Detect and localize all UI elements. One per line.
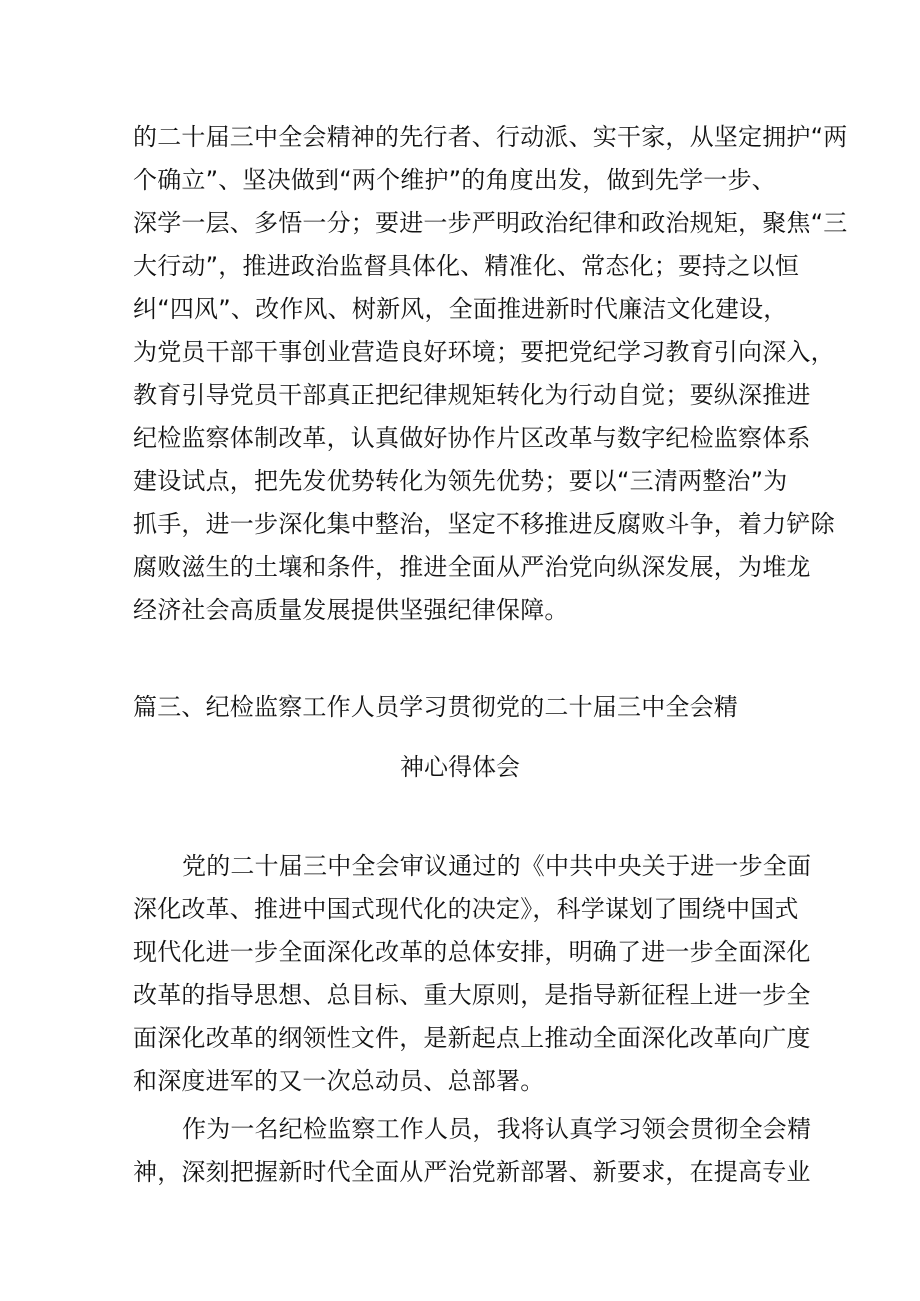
paragraph-line: 改革的指导思想、总目标、重大原则，是指导新征程上进一步全 <box>133 981 811 1009</box>
paragraph-line: 为党员干部干事创业营造良好环境；要把党纪学习教育引向深入， <box>133 338 835 366</box>
paragraph-line: 深学一层、多悟一分；要进一步严明政治纪律和政治规矩，聚焦“三 <box>133 209 848 237</box>
paragraph-line: 个确立”、坚决做到“两个维护”的角度出发，做到先学一步、 <box>133 166 776 194</box>
paragraph-line: 腐败滋生的土壤和条件，推进全面从严治党向纵深发展，为堆龙 <box>133 553 811 581</box>
paragraph-line: 神，深刻把握新时代全面从严治党新部署、新要求，在提高专业 <box>133 1158 811 1186</box>
paragraph-line: 面深化改革的纲领性文件，是新起点上推动全面深化改革向广度 <box>133 1024 811 1052</box>
paragraph-line: 作为一名纪检监察工作人员，我将认真学习领会贯彻全会精 <box>182 1115 812 1143</box>
paragraph-line: 和深度进军的又一次总动员、总部署。 <box>133 1067 545 1095</box>
paragraph-line: 的二十届三中全会精神的先行者、行动派、实干家，从坚定拥护“两 <box>133 123 848 151</box>
paragraph-line: 深化改革、推进中国式现代化的决定》，科学谋划了围绕中国式 <box>133 895 799 923</box>
paragraph-line: 党的二十届三中全会审议通过的《中共中央关于进一步全面 <box>182 852 812 880</box>
paragraph-line: 经济社会高质量发展提供坚强纪律保障。 <box>133 596 569 624</box>
paragraph-line: 现代化进一步全面深化改革的总体安排，明确了进一步全面深化 <box>133 938 811 966</box>
section-title-line-1: 篇三、纪检监察工作人员学习贯彻党的二十届三中全会精 <box>133 693 738 721</box>
paragraph-line: 纪检监察体制改革，认真做好协作片区改革与数字纪检监察体系 <box>133 424 811 452</box>
paragraph-line: 大行动”，推进政治监督具体化、精准化、常态化；要持之以恒 <box>133 252 800 280</box>
section-title-line-2: 神心得体会 <box>400 753 520 781</box>
paragraph-line: 纠“四风”、改作风、树新风，全面推进新时代廉洁文化建设， <box>133 295 788 323</box>
paragraph-line: 抓手，进一步深化集中整治，坚定不移推进反腐败斗争，着力铲除 <box>133 510 835 538</box>
paragraph-line: 教育引导党员干部真正把纪律规矩转化为行动自觉；要纵深推进 <box>133 381 811 409</box>
paragraph-line: 建设试点，把先发优势转化为领先优势；要以“三清两整治”为 <box>133 467 788 495</box>
